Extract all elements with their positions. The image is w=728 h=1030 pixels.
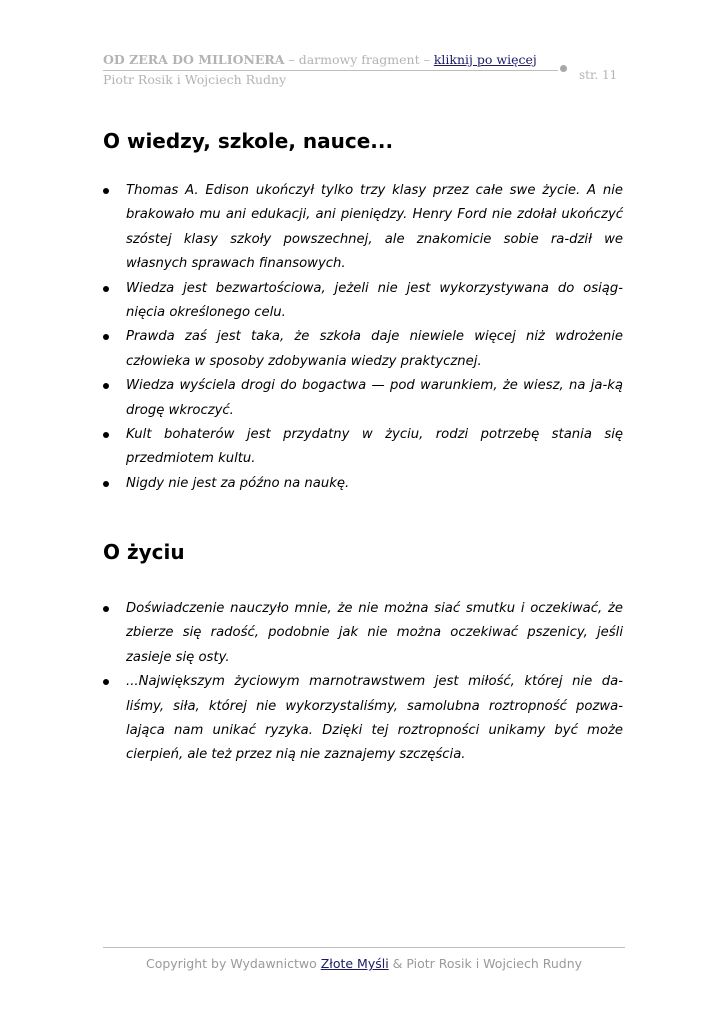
- list-item-text: Prawda zaś jest taka, że szkoła daje niewiele więcej niż wdrożenie człowieka w sposoby zdobywania wiedzy praktycznej.: [126, 329, 623, 369]
- list-item-text: Wiedza jest bezwartościowa, jeżeli nie jest wykorzystywana do osiąg-nięcia określonego celu.: [126, 280, 623, 321]
- bullet-icon: [103, 432, 109, 438]
- bullet-icon: [103, 334, 109, 340]
- list-item: [103, 597, 623, 670]
- list-item-text: Wiedza wyściela drogi do bogactwa — pod warunkiem, że wiesz, na ja-ką drogę wkroczyć.: [126, 378, 623, 418]
- page-header: [103, 52, 623, 87]
- header-more-link[interactable]: kliknij po więcej: [433, 52, 537, 67]
- footer-rule: [103, 947, 625, 948]
- list-item-text: Nigdy nie jest za późno na naukę.: [126, 475, 350, 491]
- header-book-title: OD ZERA DO MILIONERA: [103, 52, 285, 67]
- list-item: [103, 472, 623, 496]
- section-heading-life: O życiu: [103, 540, 185, 564]
- section-heading-knowledge: O wiedzy, szkole, nauce...: [103, 129, 394, 153]
- page-number: str. 11: [579, 68, 618, 82]
- footer-copyright-prefix: Copyright by Wydawnictwo: [145, 956, 321, 971]
- bullet-icon: [103, 383, 109, 389]
- header-authors: Piotr Rosik i Wojciech Rudny: [103, 72, 287, 87]
- section-list-life: [103, 597, 623, 768]
- page-footer: [103, 956, 625, 971]
- bullet-icon: [103, 481, 109, 487]
- header-dot-icon: [560, 65, 567, 72]
- header-rule: [103, 70, 558, 71]
- bullet-icon: [103, 679, 109, 685]
- list-item: [103, 423, 623, 472]
- list-item: [103, 179, 623, 277]
- section-list-knowledge: [103, 179, 623, 496]
- list-item-text: Thomas A. Edison ukończył tylko trzy klasy przez całe swe życie. A nie brakowało mu ani edukacji, ani pieniędzy. Henry Ford nie zdołał ukończyć szóstej klasy szkoły powszechnej, ale znakomicie sobie ra-dził we własnych sprawach finansowych.: [126, 183, 623, 272]
- footer-copyright-suffix: & Piotr Rosik i Wojciech Rudny: [388, 956, 583, 971]
- bullet-icon: [103, 606, 109, 612]
- list-item: [103, 374, 623, 423]
- list-item: [103, 277, 623, 326]
- bullet-icon: [103, 188, 109, 194]
- list-item: [103, 325, 623, 374]
- header-fragment-note: – darmowy fragment –: [284, 52, 434, 67]
- list-item-text: Doświadczenie nauczyło mnie, że nie można siać smutku i oczekiwać, że zbierze się radość, podobnie jak nie można oczekiwać pszenicy, jeśli zasieje się osty.: [126, 601, 623, 665]
- footer-publisher-link[interactable]: Złote Myśli: [320, 956, 389, 971]
- list-item-text: Kult bohaterów jest przydatny w życiu, rodzi potrzebę stania się przedmiotem kultu.: [126, 427, 623, 467]
- list-item: [103, 670, 623, 768]
- bullet-icon: [103, 286, 109, 292]
- list-item-text: ...Największym życiowym marnotrawstwem jest miłość, której nie da-liśmy, siła, której nie wykorzystaliśmy, samolubna roztropność pozwa-lająca nam unikać ryzyka. Dzięki tej roztropności unikamy być może cierpień, ale też przez nią nie zaznajemy szczęścia.: [126, 674, 623, 763]
- header-title-line: [103, 52, 623, 68]
